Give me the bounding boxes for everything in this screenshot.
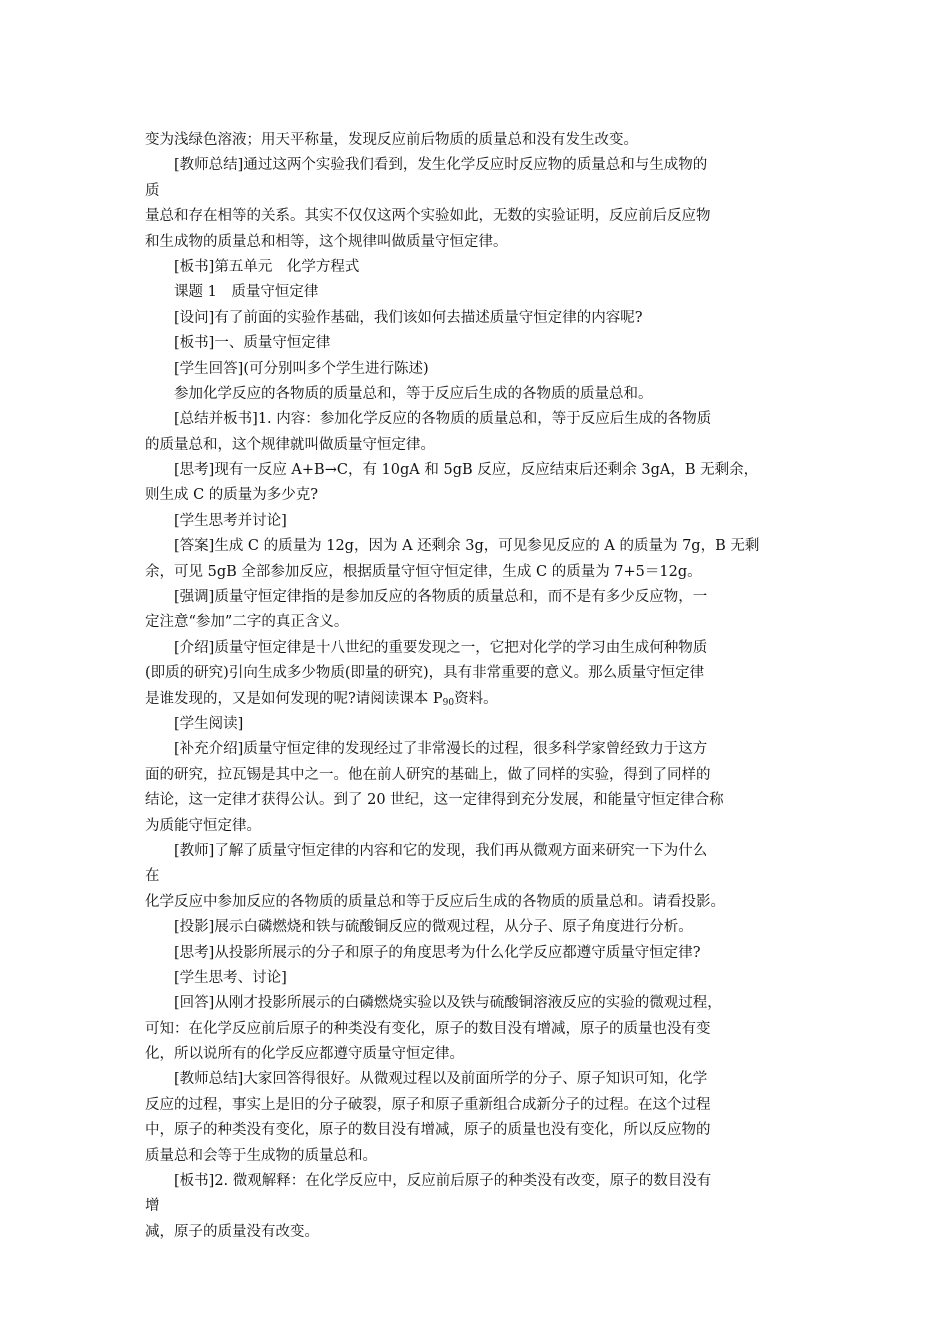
text-line-main: [投影]展示白磷燃烧和铁与硫酸铜反应的微观过程，从分子、原子角度进行分析。 xyxy=(174,919,693,936)
text-line xyxy=(145,763,813,788)
text-line xyxy=(145,1093,813,1118)
text-line-main: 参加化学反应的各物质的质量总和，等于反应后生成的各物质的质量总和。 xyxy=(174,385,653,402)
text-line-main: [思考]现有一反应 A+B→C，有 10gA 和 5gB 反应，反应结束后还剩余 3gA，B 无剩余， xyxy=(174,462,759,479)
text-line-main: [学生思考并讨论] xyxy=(174,512,287,529)
text-line xyxy=(145,509,813,534)
text-line xyxy=(145,941,813,966)
text-line xyxy=(145,712,813,737)
text-line-main: 反应的过程，事实上是旧的分子破裂，原子和原子重新组合成新分子的过程。在这个过程 xyxy=(145,1096,711,1113)
text-line xyxy=(145,788,813,813)
text-line xyxy=(145,280,813,305)
text-line xyxy=(145,1144,813,1169)
text-line-main: 中，原子的种类没有变化，原子的数目没有增减，原子的质量也没有变化，所以反应物的 xyxy=(145,1122,711,1139)
text-line-main: 质量总和会等于生成物的质量总和。 xyxy=(145,1147,377,1164)
text-line xyxy=(145,153,813,178)
text-line xyxy=(145,890,813,915)
text-line-main: [设问]有了前面的实验作基础，我们该如何去描述质量守恒定律的内容呢? xyxy=(174,309,643,326)
text-line-main: 量总和存在相等的关系。其实不仅仅这两个实验如此，无数的实验证明，反应前后反应物 xyxy=(145,208,711,225)
text-line xyxy=(145,1118,813,1143)
text-line xyxy=(145,991,813,1016)
text-line-main: 化学反应中参加反应的各物质的质量总和等于反应后生成的各物质的质量总和。请看投影。 xyxy=(145,893,725,910)
text-line xyxy=(145,255,813,280)
text-line xyxy=(145,814,813,839)
text-line xyxy=(145,128,813,153)
text-line xyxy=(145,1194,813,1219)
text-line-main: [学生思考、讨论] xyxy=(174,969,287,986)
text-line-main: [教师]了解了质量守恒定律的内容和它的发现，我们再从微观方面来研究一下为什么 xyxy=(174,842,708,859)
text-line xyxy=(145,331,813,356)
text-line-main: 是谁发现的，又是如何发现的呢?请阅读课本 P xyxy=(145,690,443,707)
text-line xyxy=(145,560,813,585)
text-line xyxy=(145,1017,813,1042)
text-line-main: 变为浅绿色溶液；用天平称量，发现反应前后物质的质量总和没有发生改变。 xyxy=(145,132,638,148)
text-line xyxy=(145,433,813,458)
text-line xyxy=(145,534,813,559)
document-body xyxy=(145,128,813,1245)
text-line xyxy=(145,204,813,229)
text-line-main: [学生回答](可分别叫多个学生进行陈述) xyxy=(174,360,429,377)
text-line-main: [思考]从投影所展示的分子和原子的角度思考为什么化学反应都遵守质量守恒定律? xyxy=(174,944,701,961)
text-line xyxy=(145,864,813,889)
text-line xyxy=(145,687,813,712)
text-line-main: 面的研究，拉瓦锡是其中之一。他在前人研究的基础上，做了同样的实验，得到了同样的 xyxy=(145,766,711,783)
text-line xyxy=(145,1220,813,1245)
text-line-main: [板书]2. 微观解释：在化学反应中，反应前后原子的种类没有改变，原子的数目没有 xyxy=(174,1173,712,1190)
text-line-main: 化，所以说所有的化学反应都遵守质量守恒定律。 xyxy=(145,1046,464,1063)
text-line-main: [板书]一、质量守恒定律 xyxy=(174,335,331,352)
text-line-main: [总结并板书]1. 内容：参加化学反应的各物质的质量总和，等于反应后生成的各物质 xyxy=(174,411,712,428)
text-line xyxy=(145,585,813,610)
text-line xyxy=(145,179,813,204)
text-line xyxy=(145,1042,813,1067)
text-line xyxy=(145,636,813,661)
text-line-main: [答案]生成 C 的质量为 12g，因为 A 还剩余 3g，可见参见反应的 A 的质量为 7g，B 无剩 xyxy=(174,538,760,555)
text-line xyxy=(145,737,813,762)
page-subscript: 90 xyxy=(442,697,455,708)
text-line xyxy=(145,407,813,432)
text-line-main: 的质量总和，这个规律就叫做质量守恒定律。 xyxy=(145,436,435,453)
text-line-main: [回答]从刚才投影所展示的白磷燃烧实验以及铁与硫酸铜溶液反应的实验的微观过程， xyxy=(174,995,722,1012)
text-line xyxy=(145,382,813,407)
text-line xyxy=(145,1067,813,1092)
text-line xyxy=(145,306,813,331)
text-line-main: (即质的研究)引向生成多少物质(即量的研究)，具有非常重要的意义。那么质量守恒定律 xyxy=(145,665,705,682)
text-line-main: 减，原子的质量没有改变。 xyxy=(145,1223,319,1240)
text-line xyxy=(145,610,813,635)
text-line xyxy=(145,661,813,686)
text-line-main: [教师总结]通过这两个实验我们看到，发生化学反应时反应物的质量总和与生成物的 xyxy=(174,157,708,174)
text-line-main: [教师总结]大家回答得很好。从微观过程以及前面所学的分子、原子知识可知，化学 xyxy=(174,1071,708,1088)
text-line-main: [板书]第五单元 化学方程式 xyxy=(174,258,360,275)
text-line-main: 质 xyxy=(145,182,160,199)
text-line xyxy=(145,357,813,382)
text-line xyxy=(145,966,813,991)
text-line-main: 课题 1 质量守恒定律 xyxy=(174,284,319,301)
text-line xyxy=(145,915,813,940)
text-line-main: 在 xyxy=(145,868,160,885)
text-line-main: 结论，这一定律才获得公认。到了 20 世纪，这一定律得到充分发展，和能量守恒定律合称 xyxy=(145,792,724,809)
text-line-main: 可知：在化学反应前后原子的种类没有变化，原子的数目没有增减，原子的质量也没有变 xyxy=(145,1020,711,1037)
text-line-main: 和生成物的质量总和相等，这个规律叫做质量守恒定律。 xyxy=(145,233,508,250)
text-line-main: 为质能守恒定律。 xyxy=(145,817,261,834)
text-line-main: [介绍]质量守恒定律是十八世纪的重要发现之一，它把对化学的学习由生成何种物质 xyxy=(174,639,708,656)
text-line-main: 余，可见 5gB 全部参加反应，根据质量守恒守恒定律，生成 C 的质量为 7+5＝12g。 xyxy=(145,563,702,580)
text-line xyxy=(145,458,813,483)
text-line-main: [强调]质量守恒定律指的是参加反应的各物质的质量总和，而不是有多少反应物，一 xyxy=(174,589,708,606)
text-line-main: 则生成 C 的质量为多少克? xyxy=(145,487,319,504)
text-line xyxy=(145,230,813,255)
text-line xyxy=(145,839,813,864)
text-line-main: [补充介绍]质量守恒定律的发现经过了非常漫长的过程，很多科学家曾经致力于这方 xyxy=(174,741,708,758)
text-line xyxy=(145,1169,813,1194)
text-line-main: 增 xyxy=(145,1198,160,1215)
text-line xyxy=(145,483,813,508)
text-line-main: [学生阅读] xyxy=(174,715,244,732)
text-line-main: 定注意“参加”二字的真正含义。 xyxy=(145,614,349,631)
text-line-tail: 资料。 xyxy=(454,690,498,707)
